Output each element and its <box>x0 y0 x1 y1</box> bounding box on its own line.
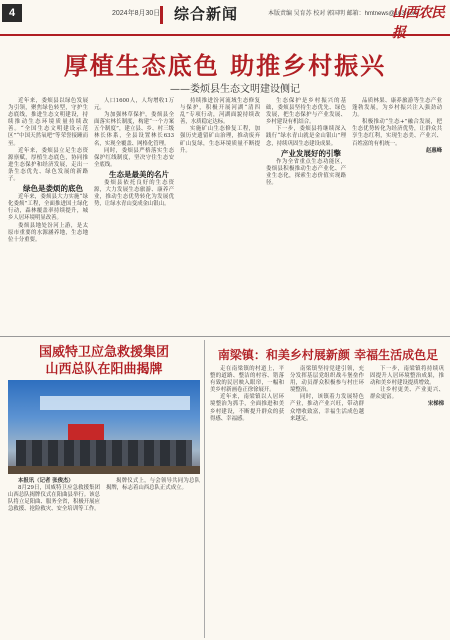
lead-column-4 <box>266 98 346 334</box>
section-divider <box>0 336 450 337</box>
page-number: 4 <box>2 4 22 22</box>
section-marker <box>160 6 163 24</box>
paragraph: 近年来，娄烦县立足生态资源禀赋，厚植生态底色，协同推进生态保护和经济发展，走出一条生态优先、绿色发展的新路子。 <box>8 147 88 183</box>
byline: 赵惠峰 <box>425 147 442 154</box>
paragraph: 品质林果、康养旅游等生态产业蓬勃发展，为乡村振兴注入强劲动力。 <box>352 98 442 119</box>
paragraph: 积极推动“生态+”融合发展，把生态优势转化为经济优势，让群众共享生态红利，实现生态美、产业兴、百姓富的有机统一。 <box>352 119 442 147</box>
lead-column-3 <box>180 98 260 334</box>
photo-banner <box>40 396 190 410</box>
paragraph: 下一步，南梁镇将持续巩固提升人居环境整治成果，推动和美乡村建设提质增效。 <box>370 366 444 387</box>
paragraph: 近年来，娄烦县以绿色发展为引领，聚焦绿色转型，守护生态底线，推进生态文明建设，持续推动生态环境质量持续改善。“全国生态文明建设示范区”“中国天然氧吧”等荣誉接踵而至。 <box>8 98 88 147</box>
paragraph: 让乡村更美、产业更兴、群众更富。 <box>370 387 444 401</box>
byline: 宋梯梯 <box>427 401 444 408</box>
headline-line: 国威特卫应急救援集团 <box>38 345 169 360</box>
newspaper-logo: 山西农民报 <box>392 5 444 41</box>
right-story-column-2 <box>290 366 364 636</box>
paragraph: 为加强林草保护，娄烦县全面落实林长制度，构建“一个方案五个制度”，建立县、乡、村三级林长体系，全县设置林长633名，实现全覆盖、网格化管理。 <box>94 112 174 147</box>
paragraph: 生态保护是乡村振兴的基础，娄烦县坚持生态优先、绿色发展，把生态保护与产业发展、乡村建设有机结合。 <box>266 98 346 126</box>
paragraph: 同时，娄烦县严格落实生态保护红线制度，坚决守住生态安全底线。 <box>94 147 174 168</box>
lead-column-1 <box>8 98 88 334</box>
paragraph: 作为全省重点生态功能区，娄烦县积极推动生态产业化、产业生态化，探索生态价值实现路径。 <box>266 158 346 186</box>
lead-column-5 <box>352 98 442 334</box>
paragraph: 揭牌仪式上，与会领导共同为总队揭牌，标志着山西总队正式成立。 <box>106 478 200 492</box>
paragraph: 走在南梁镇的村道上，平整的道路、整洁的村容、错落有致的民居映入眼帘，一幅和美乡村新画卷正徐徐展开。 <box>210 366 284 394</box>
paragraph: 下一步，娄烦县将继续深入践行“绿水青山就是金山银山”理念，持续巩固生态建设成果。 <box>266 126 346 147</box>
headline-line: 山西总队在阳曲揭牌 <box>45 362 163 377</box>
paragraph: 南梁镇坚持党建引领，充分发挥基层党组织战斗堡垒作用，动员群众积极参与村庄环境整治。 <box>290 366 364 394</box>
paragraph: 8月29日，国威特卫应急救援集团山西总队揭牌仪式在阳曲县举行。该总队将立足阳曲、服务全省，积极开展应急救援、抢险救灾、安全培训等工作。 <box>8 485 100 513</box>
paragraph: 实施矿山生态修复工程，加强历史遗留矿山治理，推动废弃矿山复绿，生态环境质量不断提升。 <box>180 126 260 154</box>
report-tag: 本报讯（记者 张俊杰） <box>18 478 74 484</box>
section-subtitle: 产业发展好的引擎 <box>281 148 341 158</box>
lead-column-2 <box>94 98 174 334</box>
section-subtitle: 生态是最美的名片 <box>109 169 169 179</box>
section-title: 综合新闻 <box>174 5 239 23</box>
column-divider <box>204 340 205 638</box>
unveiling-photo <box>8 380 200 474</box>
editor-credits: 本版责编 吴育苏 校对 郭国明 邮箱：hmtnews@163.com <box>268 11 418 17</box>
issue-date: 2024年8月30日 <box>112 10 161 17</box>
photo-ground <box>8 466 200 474</box>
left-story-column-2 <box>106 478 200 636</box>
paragraph: 同时，该镇着力发展特色产业，推动产业兴旺，带动群众增收致富，幸福生活成色越来越足。 <box>290 394 364 422</box>
left-story-column-1 <box>8 478 100 636</box>
paragraph: 近年来，南梁镇以人居环境整治为抓手，全面推进和美乡村建设，不断提升群众的获得感、幸福感。 <box>210 394 284 422</box>
right-story-column-3 <box>370 366 444 636</box>
paragraph: 娄烦县依托良好的生态资源，大力发展生态旅游、康养产业，推动生态优势转化为发展优势，让绿水青山变成金山银山。 <box>94 179 174 208</box>
left-story-headline <box>6 344 202 378</box>
paragraph: 持续推进汾河流域生态修复与保护，积极开展河湖“清四乱”专项行动，河湖面貌持续改善，水质稳定达标。 <box>180 98 260 126</box>
right-story-headline: 南梁镇：和美乡村展新颜 幸福生活成色足 <box>217 348 439 362</box>
lead-headline: 厚植生态底色 助推乡村振兴 <box>63 52 387 80</box>
section-subtitle: 绿色是娄烦的底色 <box>23 184 83 194</box>
lead-subhead: ——娄烦县生态文明建设侧记 <box>170 84 300 95</box>
right-story-column-1 <box>210 366 284 636</box>
paragraph: 娄烦县地处汾河上游，是太原市重要的水源涵养地，生态地位十分重要。 <box>8 222 88 243</box>
page-header <box>0 0 450 41</box>
paragraph: 近年来，娄烦县大力实施“绿化娄烦”工程，全面推进国土绿化行动，森林覆盖率持续提升，城乡人居环境明显改善。 <box>8 194 88 222</box>
paragraph: 人口1600人，人均增收1万元。 <box>94 98 174 112</box>
